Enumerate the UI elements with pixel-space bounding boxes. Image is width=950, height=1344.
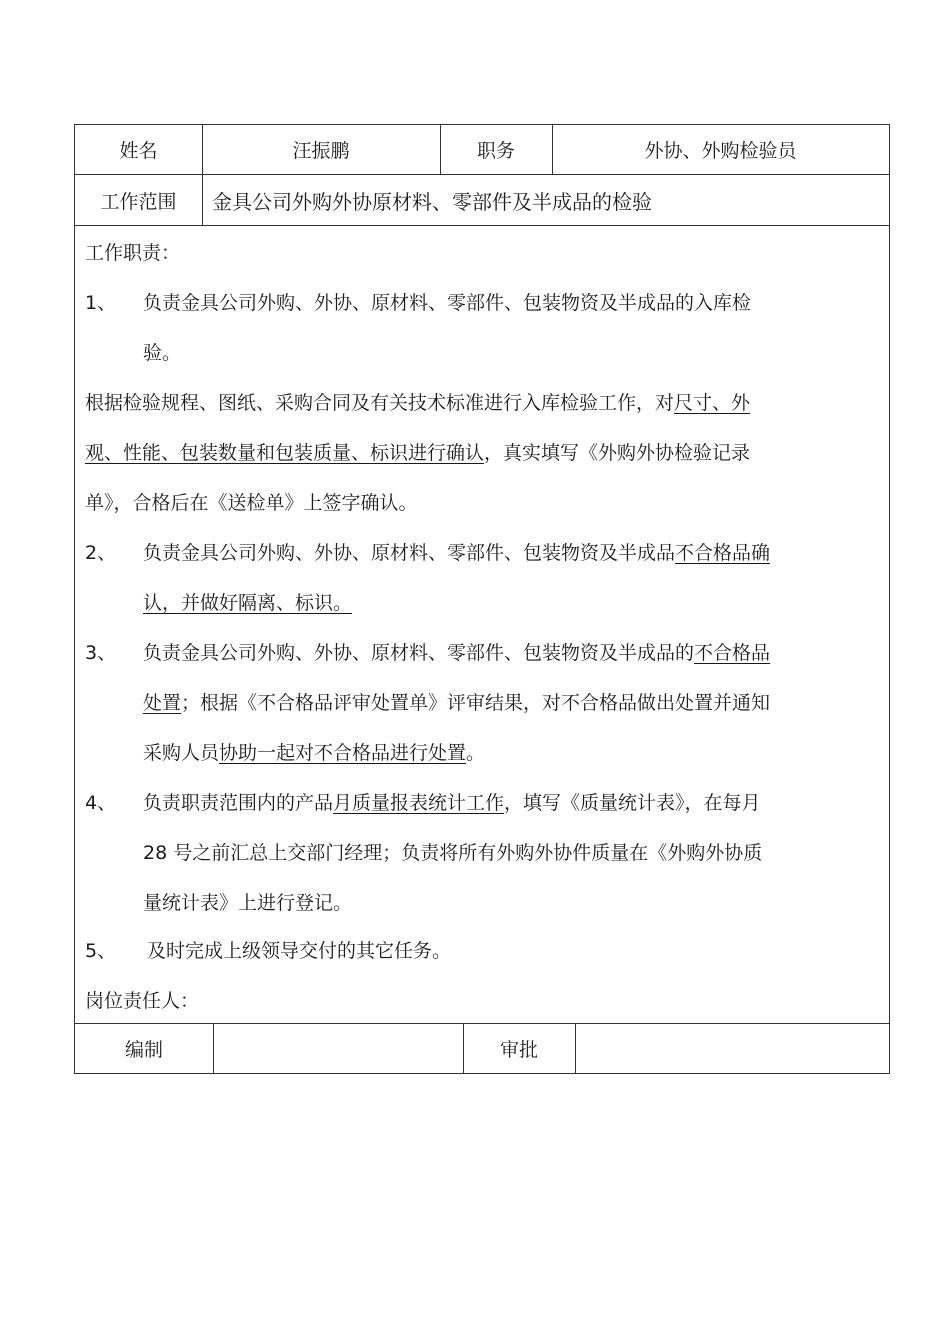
duty-2-number: 2、 [85,542,117,564]
duty-text: 28 号之前汇总上交部门经理；负责将所有外购外协件质量在《外购外协质 [143,842,763,864]
scope-row [74,174,890,226]
duty-underlined: 协助一起对不合格品进行处置 [219,742,467,764]
procedure-line-3 [85,491,418,515]
duty-text: 量统计表》上进行登记。 [143,892,353,914]
duty-4-line-2 [143,841,762,865]
duty-text: 。 [466,742,486,764]
duty-2-line-1 [143,541,770,565]
procedure-text: ，真实填写《外购外协检验记录 [484,442,751,464]
compile-label: 编制 [124,1039,163,1061]
procedure-line-1 [85,391,750,415]
procedure-underlined: 观、性能、包装数量和包装质量、标识进行确认 [85,442,485,464]
procedure-underlined: 尺寸、外 [674,392,751,414]
procedure-line-2 [85,441,750,465]
duty-5-line-1: 及时完成上级领导交付的其它任务。 [147,940,452,962]
duty-4-line-3 [143,891,352,915]
position-value: 外协、外购检验员 [644,140,797,162]
responsible-label: 岗位责任人： [85,990,200,1012]
duty-1-line-2: 验。 [143,342,182,364]
header-row [74,124,890,175]
duty-4-line-1 [143,791,761,815]
duties-heading: 工作职责： [85,242,181,264]
procedure-text: 根据检验规程、图纸、采购合同及有关技术标准进行入库检验工作，对 [85,392,675,414]
duty-underlined: 不合格品 [694,642,771,664]
duties-section [74,225,890,1023]
duty-underlined: 处置 [143,692,182,714]
approve-field[interactable] [575,1024,889,1073]
duty-3-line-3 [143,741,485,765]
position-label: 职务 [476,140,515,162]
scope-value: 金具公司外购外协原材料、零部件及半成品的检验 [212,189,652,214]
duty-4-number: 4、 [85,792,117,814]
duty-text: ；根据《不合格品评审处置单》评审结果，对不合格品做出处置并通知 [181,692,771,714]
job-description-form [74,124,890,1074]
duty-3-number: 3、 [85,642,117,664]
duty-1-number: 1、 [85,292,117,314]
duty-underlined: 认，并做好隔离、标识。 [143,592,353,614]
duty-text: 负责职责范围内的产品 [143,792,334,814]
name-label: 姓名 [119,140,158,162]
duty-2-line-2 [143,591,352,615]
duty-1-line-1: 负责金具公司外购、外协、原材料、零部件、包装物资及半成品的入库检 [143,292,752,314]
duty-text: 负责金具公司外购、外协、原材料、零部件、包装物资及半成品 [143,542,676,564]
procedure-text: 单》，合格后在《送检单》上签字确认。 [85,492,418,514]
approve-label: 审批 [499,1039,538,1061]
scope-label: 工作范围 [100,190,177,213]
footer-row [74,1023,890,1074]
duty-3-line-2 [143,691,770,715]
duty-text: ，填写《质量统计表》，在每月 [504,792,761,814]
duty-3-line-1 [143,641,770,665]
name-value: 汪振鹏 [292,140,350,162]
duty-underlined: 不合格品确 [675,542,771,564]
compile-field[interactable] [213,1024,463,1073]
duty-underlined: 月质量报表统计工作 [333,792,505,814]
duty-text: 采购人员 [143,742,220,764]
duty-text: 负责金具公司外购、外协、原材料、零部件、包装物资及半成品的 [143,642,695,664]
duty-5-number: 5、 [85,940,117,962]
